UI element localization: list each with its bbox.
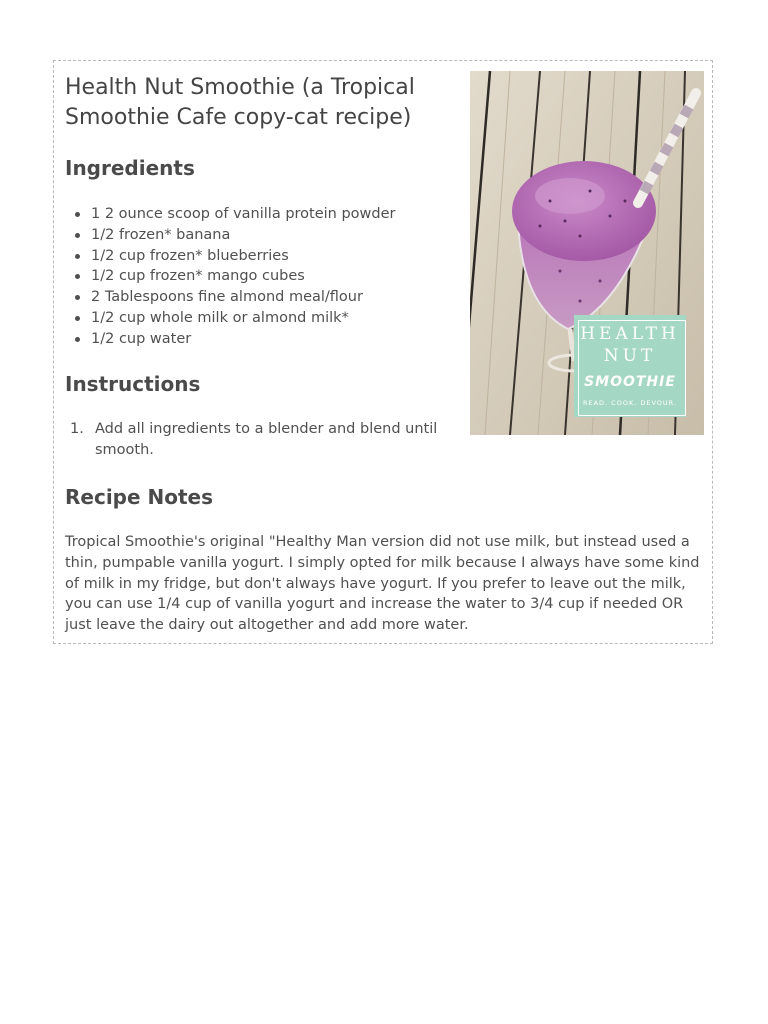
smoothie-photo <box>470 71 704 435</box>
badge-frame <box>578 320 686 416</box>
ingredients-heading: Ingredients <box>65 156 195 180</box>
instruction-step <box>65 419 455 461</box>
badge-line-smoothie: SMOOTHIE <box>584 374 676 390</box>
step-text: Add all ingredients to a blender and blend until smooth. <box>95 421 438 458</box>
badge-line-health: HEALTH <box>580 324 680 344</box>
ingredient-item: 1 2 ounce scoop of vanilla protein powder <box>65 204 396 225</box>
ingredient-item: 2 Tablespoons fine almond meal/flour <box>65 287 396 308</box>
recipe-notes-heading: Recipe Notes <box>65 485 214 509</box>
instructions-heading: Instructions <box>65 372 201 396</box>
ingredient-item: 1/2 cup water <box>65 329 396 350</box>
badge-line-nut: NUT <box>603 346 657 366</box>
recipe-notes-text: Tropical Smoothie's original "Healthy Man version did not use milk, but instead used a thin, pumpable vanilla yogurt. I simply opted for milk because I always have some kind of milk in my fridge, but don't always have yogurt. If you prefer to leave out the milk, you can use 1/4 cup of vanilla yogurt and increase the water to 3/4 cup if needed OR just leave the dairy out altogether and add more water. <box>65 534 700 634</box>
instructions-list <box>65 419 455 461</box>
ingredient-item: 1/2 cup whole milk or almond milk* <box>65 308 396 329</box>
ingredient-item: 1/2 cup frozen* mango cubes <box>65 266 396 287</box>
badge-tagline: READ. COOK. DEVOUR. <box>582 399 678 407</box>
ingredient-item: 1/2 frozen* banana <box>65 225 396 246</box>
ingredient-item: 1/2 cup frozen* blueberries <box>65 246 396 267</box>
ingredients-list <box>65 204 396 350</box>
recipe-card <box>53 60 713 644</box>
recipe-title: Health Nut Smoothie (a Tropical Smoothie Cafe copy-cat recipe) <box>65 75 415 130</box>
step-number: 1. <box>70 421 84 437</box>
